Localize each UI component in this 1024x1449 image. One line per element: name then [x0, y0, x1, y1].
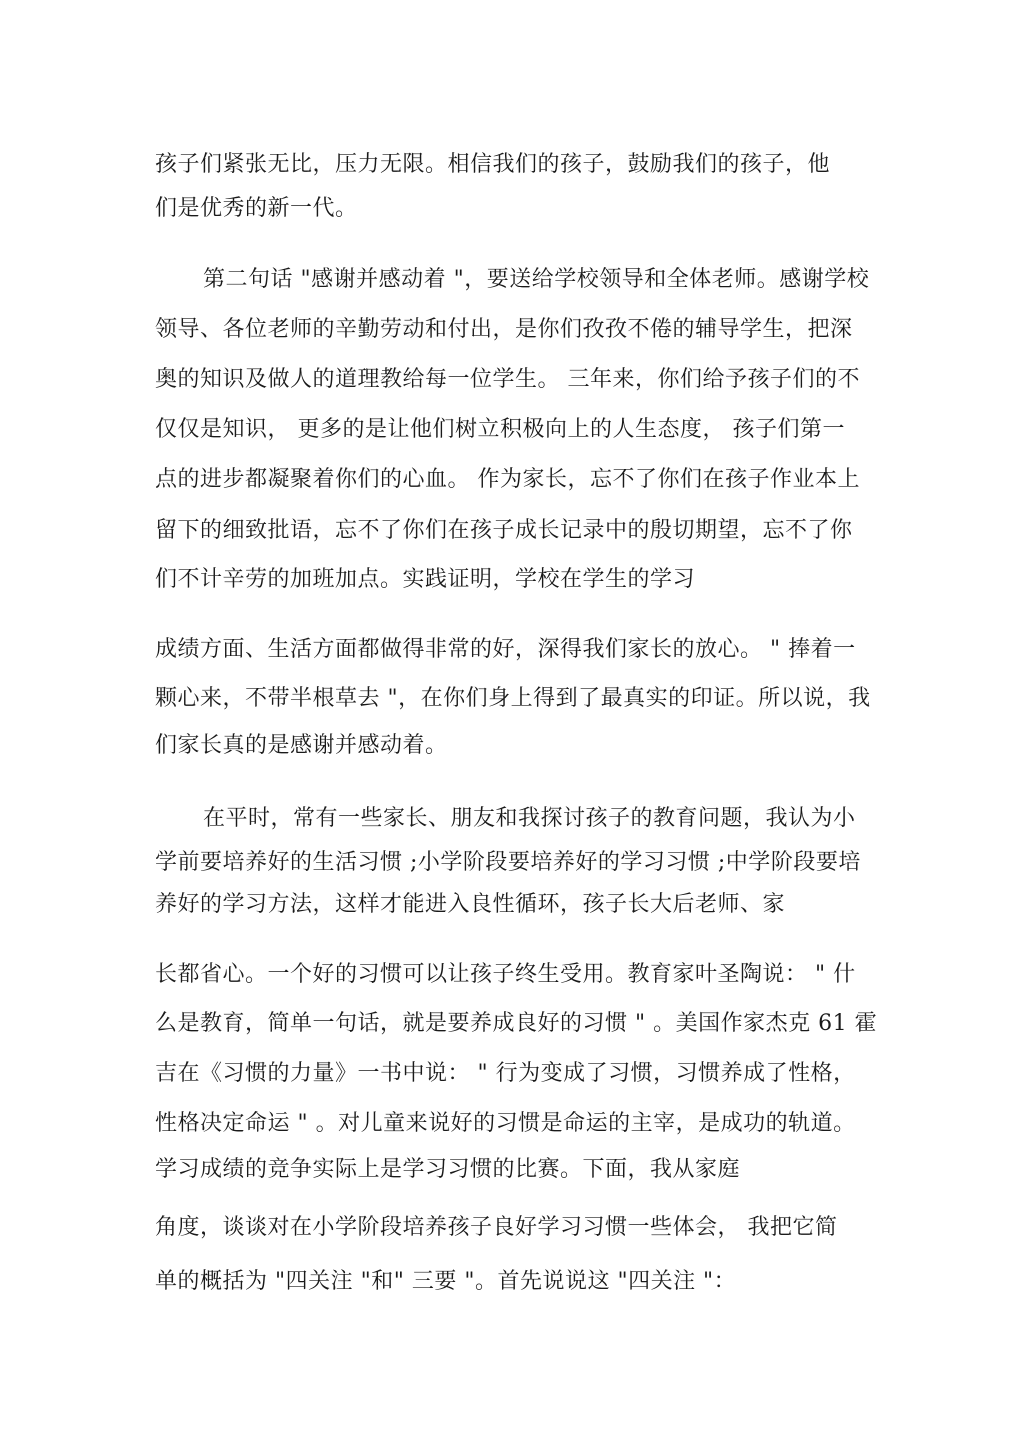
- text-line: 们家长真的是感谢并感动着。: [155, 733, 448, 758]
- text-line: 单的概括为 "四关注 "和" 三要 "。首先说说这 "四关注 "：: [155, 1269, 737, 1294]
- text-line: 么是教育，简单一句话，就是要养成良好的习惯 " 。美国作家杰克 61 霍: [155, 1011, 878, 1036]
- text-line: 奥的知识及做人的道理教给每一位学生。 三年来，你们给予孩子们的不: [155, 367, 860, 392]
- text-line: 领导、各位老师的辛勤劳动和付出，是你们孜孜不倦的辅导学生，把深: [155, 317, 853, 342]
- text-line: 孩子们紧张无比，压力无限。相信我们的孩子，鼓励我们的孩子，他: [155, 152, 831, 177]
- text-line: 们不计辛劳的加班加点。实践证明，学校在学生的学习: [155, 567, 696, 592]
- paragraph-start-line: 在平时，常有一些家长、朋友和我探讨孩子的教育问题，我认为小: [203, 806, 856, 831]
- text-line: 成绩方面、生活方面都做得非常的好，深得我们家长的放心。 " 捧着一: [155, 637, 856, 662]
- text-line: 学前要培养好的生活习惯 ;小学阶段要培养好的学习习惯 ;中学阶段要培: [155, 850, 861, 875]
- text-line: 角度，谈谈对在小学阶段培养孩子良好学习习惯一些体会， 我把它简: [155, 1215, 838, 1240]
- paragraph-start-line: 第二句话 "感谢并感动着 "，要送给学校领导和全体老师。感谢学校: [203, 267, 870, 292]
- text-line: 留下的细致批语，忘不了你们在孩子成长记录中的殷切期望，忘不了你: [155, 518, 853, 543]
- text-line: 仅仅是知识， 更多的是让他们树立积极向上的人生态度， 孩子们第一: [155, 417, 845, 442]
- text-line: 吉在《习惯的力量》一书中说： " 行为变成了习惯，习惯养成了性格，: [155, 1061, 856, 1086]
- text-line: 们是优秀的新一代。: [155, 196, 358, 221]
- text-line: 性格决定命运 " 。对儿童来说好的习惯是命运的主宰，是成功的轨道。: [155, 1111, 856, 1136]
- text-line: 颗心来，不带半根草去 "，在你们身上得到了最真实的印证。所以说，我: [155, 686, 871, 711]
- text-line: 学习成绩的竞争实际上是学习习惯的比赛。下面，我从家庭: [155, 1157, 741, 1182]
- text-line: 点的进步都凝聚着你们的心血。 作为家长，忘不了你们在孩子作业本上: [155, 467, 860, 492]
- text-line: 长都省心。一个好的习惯可以让孩子终生受用。教育家叶圣陶说： " 什: [155, 962, 856, 987]
- text-line: 养好的学习方法，这样才能进入良性循环，孩子长大后老师、家: [155, 892, 786, 917]
